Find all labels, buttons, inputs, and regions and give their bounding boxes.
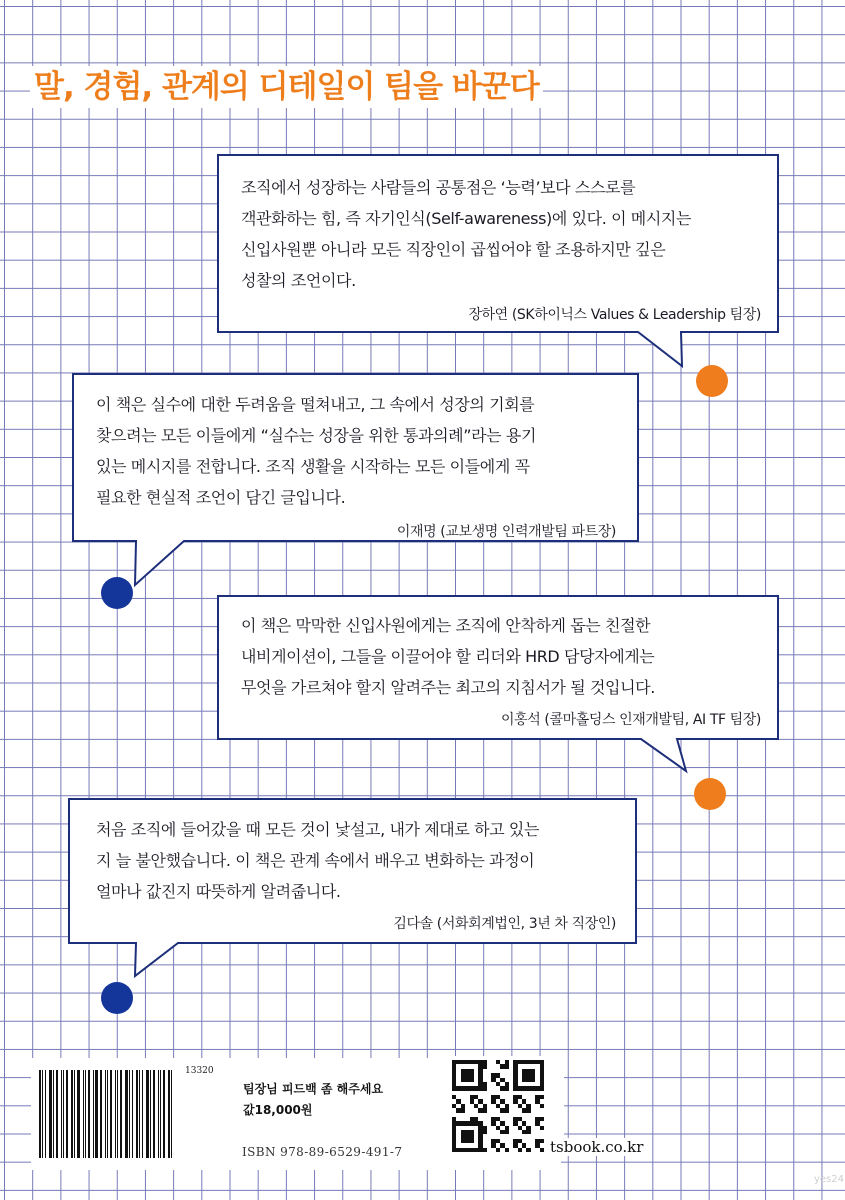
barcode-bar — [153, 1070, 155, 1158]
book-title: 팀장님 피드백 좀 해주세요 — [243, 1082, 384, 1096]
barcode-bar — [158, 1070, 159, 1158]
qr-code — [452, 1060, 544, 1152]
barcode-code: 13320 — [185, 1066, 214, 1076]
barcode-bar — [56, 1070, 58, 1158]
testimonial-author: 이재명 (교보생명 인력개발팀 파트장) — [396, 524, 616, 540]
testimonial-author: 이홍석 (콜마홀딩스 인재개발팀, AI TF 팀장) — [501, 712, 761, 728]
barcode-bar — [77, 1070, 80, 1158]
blue-dot-decoration — [101, 982, 133, 1014]
qr-module — [540, 1148, 544, 1152]
qr-code-panel — [444, 1056, 564, 1160]
barcode-bar — [93, 1070, 94, 1158]
orange-dot-decoration — [696, 365, 728, 397]
barcode-bar — [129, 1070, 130, 1158]
barcode-bar — [105, 1070, 106, 1158]
barcode-bar — [107, 1070, 108, 1158]
barcode-bar — [61, 1070, 62, 1158]
website: tsbook.co.kr — [550, 1138, 644, 1156]
testimonial-bubble-3 — [217, 595, 780, 775]
barcode-bar — [85, 1070, 86, 1158]
testimonial-quote: 처음 조직에 들어갔을 때 모든 것이 낯설고, 내가 제대로 하고 있는 지 늘 불안했습니다. 이 책은 관계 속에서 배우고 변화하는 과정이 얼마나 값진지 따뜻하게 알려줍니다. — [96, 820, 540, 901]
barcode-bar — [49, 1070, 52, 1158]
isbn: ISBN 978-89-6529-491-7 — [242, 1145, 403, 1159]
barcode-bar — [63, 1070, 64, 1158]
barcode-bar — [171, 1070, 172, 1158]
barcode-bar — [168, 1070, 170, 1158]
barcode-bar — [136, 1070, 138, 1158]
barcode-bar — [160, 1070, 161, 1158]
barcode-bar — [100, 1070, 102, 1158]
barcode-bar — [150, 1070, 151, 1158]
testimonial-bubble-2 — [72, 373, 640, 591]
barcode-bar — [142, 1070, 143, 1158]
barcode-bar — [146, 1070, 149, 1158]
barcode-bar — [53, 1070, 54, 1158]
barcode-bar — [66, 1070, 68, 1158]
barcode — [39, 1070, 175, 1158]
barcode-bar — [83, 1070, 84, 1158]
barcode-bar — [120, 1070, 122, 1158]
barcode-bar — [132, 1070, 133, 1158]
barcode-bar — [163, 1070, 165, 1158]
orange-dot-decoration — [694, 778, 726, 810]
blue-dot-decoration — [101, 577, 133, 609]
testimonial-quote: 이 책은 실수에 대한 두려움을 떨쳐내고, 그 속에서 성장의 기회를 찾으려는 모든 이들에게 “실수는 성장을 위한 통과의례”라는 용기 있는 메시지를 전합니다. 조직 생활을 시작하는 모든 이들에게 꼭 필요한 현실적 조언이 담긴 글입니다. — [96, 395, 537, 507]
barcode-bar — [117, 1070, 118, 1158]
barcode-bar — [74, 1070, 75, 1158]
testimonial-bubble-4 — [68, 798, 638, 980]
barcode-bar — [125, 1070, 128, 1158]
testimonial-author: 장하연 (SK하이닉스 Values & Leadership 팀장) — [468, 307, 761, 323]
testimonial-quote: 이 책은 막막한 신입사원에게는 조직에 안착하게 돕는 친절한 내비게이션이, 그들을 이끌어야 할 리더와 HRD 담당자에게는 무엇을 가르쳐야 할지 알려주는 최고의 지침서가 될 것입니다. — [241, 616, 655, 697]
testimonial-bubble-1 — [217, 154, 780, 378]
barcode-bar — [88, 1070, 90, 1158]
barcode-bar — [115, 1070, 116, 1158]
barcode-bar — [110, 1070, 112, 1158]
barcode-bar — [71, 1070, 73, 1158]
barcode-bar — [95, 1070, 98, 1158]
barcode-bar — [42, 1070, 43, 1158]
barcode-bar — [45, 1070, 46, 1158]
watermark: yes24 — [814, 1174, 845, 1185]
price: 값18,000원 — [243, 1103, 313, 1117]
barcode-bar — [39, 1070, 41, 1158]
barcode-bar — [139, 1070, 140, 1158]
testimonial-author: 김다솔 (서화회계법인, 3년 차 직장인) — [393, 916, 616, 932]
testimonial-quote: 조직에서 성장하는 사람들의 공통점은 ‘능력’보다 스스로를 객관화하는 힘, 즉 자기인식(Self-awareness)에 있다. 이 메시지는 신입사원뿐 아니라 모든 직장인이 곱씹어야 할 조용하지만 깊은 성찰의 조언이다. — [241, 178, 692, 290]
headline: 말, 경험, 관계의 디테일이 팀을 바꾼다 — [30, 66, 543, 108]
